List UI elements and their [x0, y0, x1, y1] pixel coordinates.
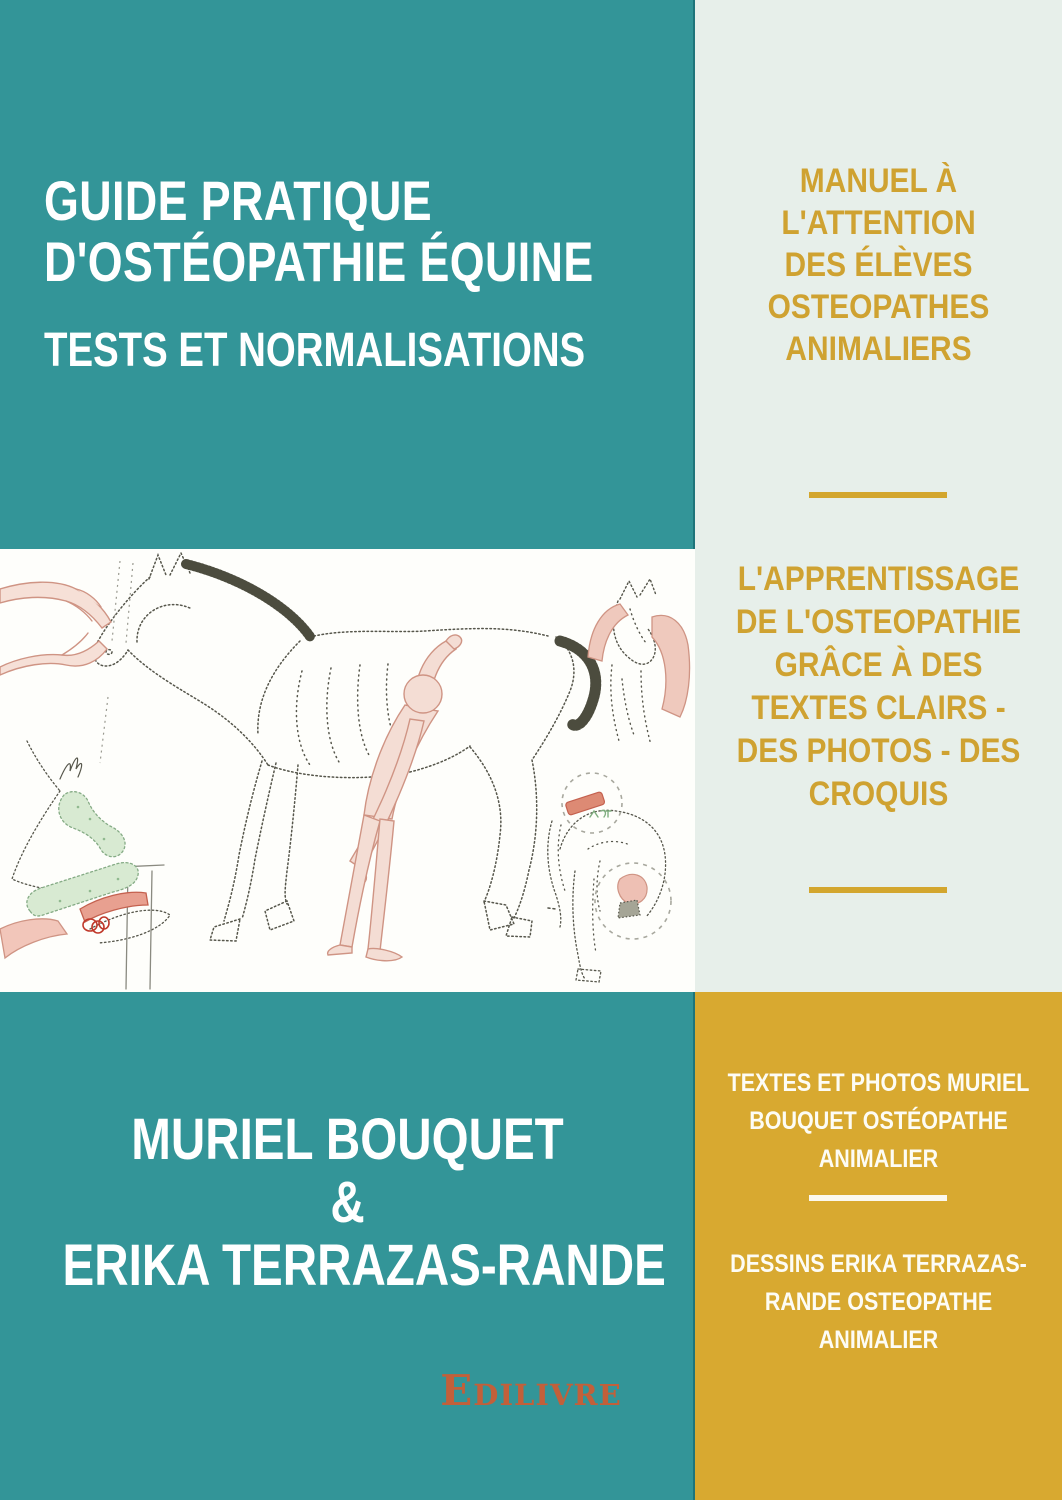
- book-title: [44, 170, 664, 292]
- credit-drawings: DESSINS ERIKA TERRAZAS- RANDE OSTEOPATHE ANIMALIER: [730, 1250, 1027, 1354]
- right-mint-panel: [695, 0, 1062, 1500]
- title-line-2: D'OSTÉOPATHIE ÉQUINE: [44, 230, 594, 293]
- tagline-apprentissage: L'APPRENTISSAGE DE L'OSTEOPATHIE GRÂCE À DES TEXTES CLAIRS - DES PHOTOS - DES CROQUIS: [735, 560, 1022, 813]
- publisher-logo: Edilivre: [440, 1366, 622, 1415]
- white-divider: [809, 1195, 947, 1201]
- horse-sketch-illustration: [0, 549, 695, 992]
- gold-divider-top: [809, 492, 947, 498]
- credit-photos: TEXTES ET PHOTOS MURIEL BOUQUET OSTÉOPATHE ANIMALIER: [727, 1069, 1030, 1173]
- gold-credits-panel: [695, 992, 1062, 1500]
- book-subtitle: TESTS ET NORMALISATIONS: [44, 324, 586, 377]
- authors-block: MURIEL BOUQUET & ERIKA TERRAZAS-RANDE: [62, 1107, 666, 1298]
- gold-divider-bottom: [809, 887, 947, 893]
- title-line-1: GUIDE PRATIQUE: [44, 169, 433, 232]
- cover-illustration: [0, 549, 695, 992]
- tagline-manuel: MANUEL À L'ATTENTION DES ÉLÈVES OSTEOPATHES ANIMALIERS: [767, 162, 990, 368]
